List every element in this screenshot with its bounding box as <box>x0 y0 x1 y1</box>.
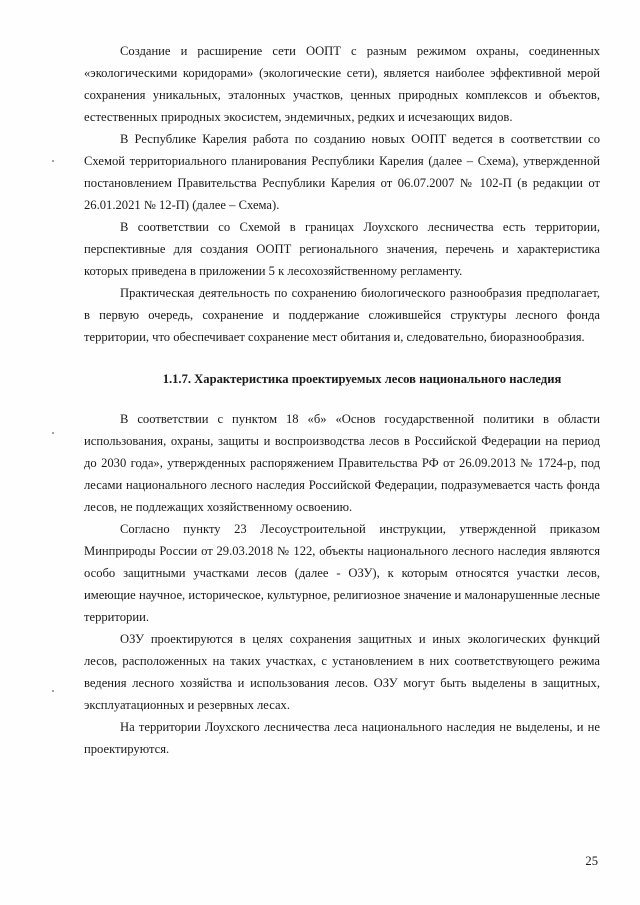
paragraph-biodiversity: Практическая деятельность по сохранению биологического разнообразия предполагает, в первую очередь, сохранение и поддержание сложившейся структуры лесного фонда территории, что обеспечивает сохранение мест обитания и, следовательно, биоразнообразия. <box>84 286 600 344</box>
paragraph-forest-instruction: Согласно пункту 23 Лесоустроительной инструкции, утвержденной приказом Минприроды России от 29.03.2018 № 122, объекты национального лесного наследия являются особо защитными участками лесов (далее - ОЗУ), к которым относятся участки лесов, имеющие научное, историческое, культурное, религиозное значение и малонарушенные лесные территории. <box>84 522 600 624</box>
paragraph-loukhi-territories: В соответствии со Схемой в границах Лоухского лесничества есть территории, перспективные для создания ООПТ регионального значения, перечень и характеристика которых приведена в приложении 5 к лесохозяйственному регламенту. <box>84 220 600 278</box>
paragraph-state-policy: В соответствии с пунктом 18 «б» «Основ государственной политики в области использования, охраны, защиты и воспроизводства лесов в Российской Федерации на период до 2030 года», утвержденных распоряжением Правительства РФ от 26.09.2013 № 1724-р, под лесами национального лесного наследия Российской Федерации, подразумевается часть фонда лесов, не подлежащих хозяйственному освоению. <box>84 412 600 514</box>
paragraph-karelia-scheme: В Республике Карелия работа по созданию новых ООПТ ведется в соответствии со Схемой территориального планирования Республики Карелия (далее – Схема), утвержденной постановлением Правительства Республики Карелия от 06.07.2007 № 102-П (в редакции от 26.01.2021 № 12-П) (далее – Схема). <box>84 132 600 212</box>
section-heading: 1.1.7. Характеристика проектируемых лесов национального наследия <box>162 372 562 386</box>
paragraph-ecological-networks: Создание и расширение сети ООПТ с разным режимом охраны, соединенных «экологическими коридорами» (экологические сети), является наиболее эффективной мерой сохранения уникальных, эталонных участков, ценных природных комплексов и объектов, естественных природных экосистем, эндемичных, редких и исчезающих видов. <box>84 44 600 124</box>
scan-margin-mark <box>52 690 54 692</box>
paragraph-ozu-purpose: ОЗУ проектируются в целях сохранения защитных и иных экологических функций лесов, расположенных на таких участках, с установлением в них соответствующего режима ведения лесного хозяйства и использования лесов. ОЗУ могут быть выделены в защитных, эксплуатационных и резервных лесах. <box>84 632 600 712</box>
scan-margin-mark <box>52 160 54 162</box>
document-body <box>84 40 600 760</box>
paragraph-loukhi-conclusion: На территории Лоухского лесничества леса национального наследия не выделены, и не проектируются. <box>84 720 600 756</box>
scan-margin-mark <box>52 432 54 434</box>
page-number: 25 <box>585 854 598 868</box>
